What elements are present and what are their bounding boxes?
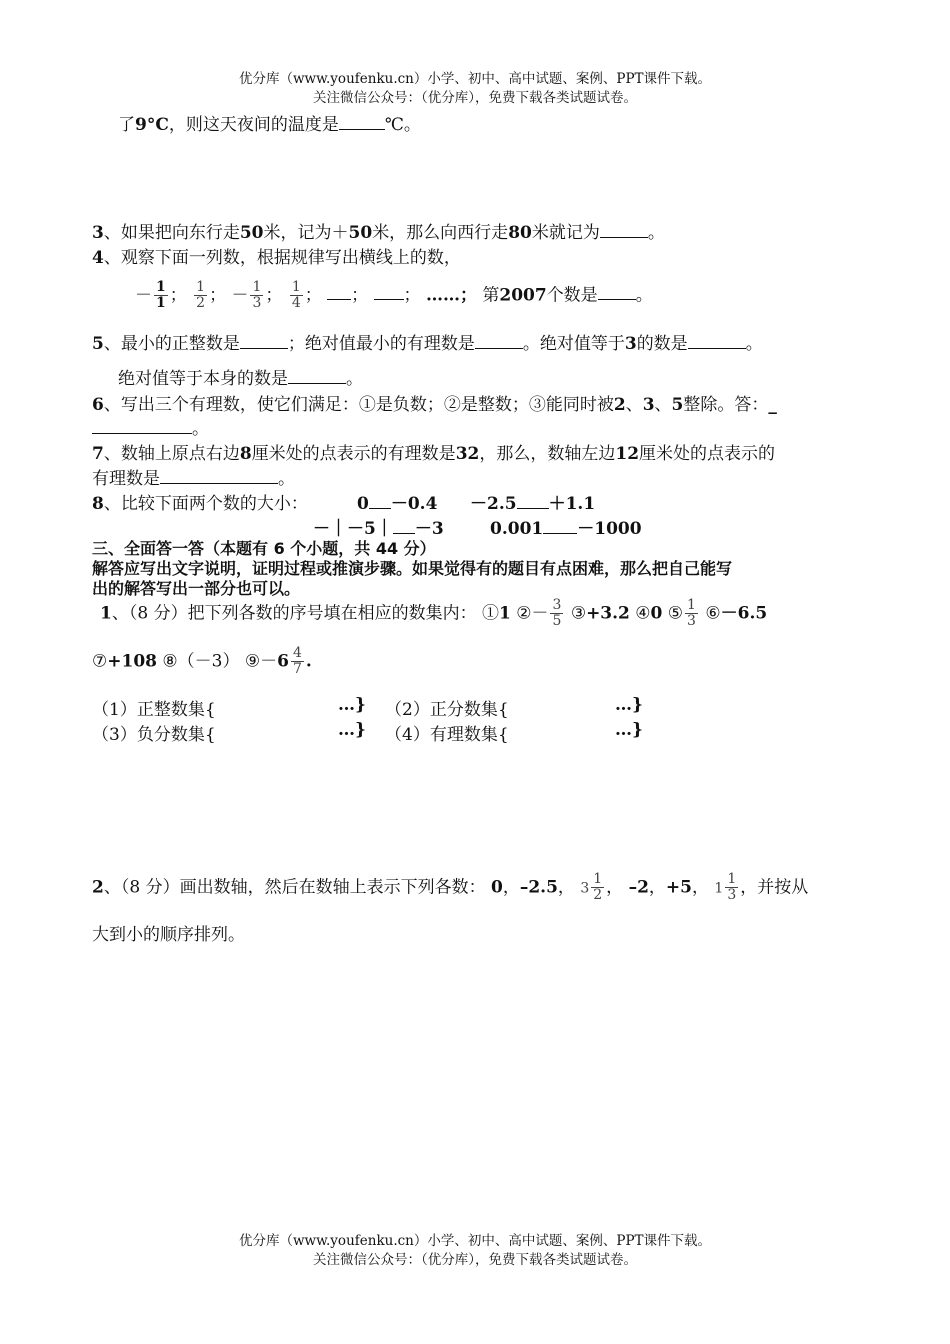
set-negative-fractions: （3）负分数集{ bbox=[92, 725, 216, 745]
question-6: 6、写出三个有理数，使它们满足：①是负数；②是整数；③能同时被2、3、5整除。答：_ bbox=[92, 395, 777, 415]
q8-compare-3: －｜－5｜ －3 bbox=[313, 519, 444, 539]
question-4: 4、观察下面一列数，根据规律写出横线上的数， bbox=[92, 248, 461, 268]
q8-compare-2: －2.5 ＋1.1 bbox=[470, 494, 596, 514]
q8-compare-1: 0 －0.4 bbox=[357, 494, 438, 514]
question-7-line-2: 有理数是 。 bbox=[92, 469, 295, 489]
question-6-line-2: 。 bbox=[92, 414, 209, 439]
header-line-2: 关注微信公众号：（优分库），免费下载各类试题试卷。 bbox=[313, 90, 637, 106]
set-2-close: …} bbox=[615, 695, 643, 715]
set-rational-numbers: （4）有理数集{ bbox=[385, 725, 509, 745]
problem-2-line-2: 大到小的顺序排列。 bbox=[92, 925, 245, 945]
problem-1-line-2: ⑦+108 ⑧（－3） ⑨－6 $\frac{4}{7}$ . bbox=[92, 645, 312, 678]
question-7: 7、数轴上原点右边8厘米处的点表示的有理数是32，那么，数轴左边12厘米处的点表示的 bbox=[92, 444, 776, 464]
q8-compare-4: 0.001 －1000 bbox=[490, 519, 642, 539]
problem-1: 1、（8 分）把下列各数的序号填在相应的数集内： ①1 ②－ $\frac{3}{5}$ ③+3.2 ④0 ⑤ $\frac{1}{3}$ ⑥－6.5 bbox=[100, 597, 768, 630]
section-3-instructions-1: 解答应写出文字说明，证明过程或推演步骤。如果觉得有的题目有点困难，那么把自己能写 bbox=[92, 559, 733, 578]
q2-line: 了9°C，则这天夜间的温度是 ℃。 bbox=[118, 115, 421, 135]
section-3-instructions-2: 出的解答写出一部分也可以。 bbox=[92, 579, 301, 598]
problem-2: 2、（8 分）画出数轴，然后在数轴上表示下列各数： 0，–2.5， 3 $\frac{1}{2}$ ， –2，+5， 1 $\frac{1}{3}$ ，并按从 bbox=[92, 871, 809, 904]
set-3-close: …} bbox=[338, 720, 366, 740]
question-8: 8、比较下面两个数的大小： bbox=[92, 494, 308, 514]
set-positive-fractions: （2）正分数集{ bbox=[385, 700, 509, 720]
q4-sequence: － $\frac{1}{1}$ ； $\frac{1}{2}$ ； － $\frac{1}{3}$ ； $\frac{1}{4}$ ； ； ； ……； 第2007个数是 。 bbox=[135, 279, 653, 312]
section-3-title: 三、全面答一答（本题有 6 个小题，共 44 分） bbox=[92, 539, 436, 558]
footer-line-2: 关注微信公众号：（优分库），免费下载各类试题试卷。 bbox=[313, 1252, 637, 1268]
set-4-close: …} bbox=[615, 720, 643, 740]
question-5: 5、最小的正整数是 ；绝对值最小的有理数是 。绝对值等于3的数是 。 bbox=[92, 334, 763, 354]
header-line-1: 优分库（www.youfenku.cn）小学、初中、高中试题、案例、PPT课件下载。 bbox=[238, 71, 712, 87]
question-3: 3、如果把向东行走50米，记为＋50米，那么向西行走80米就记为 。 bbox=[92, 223, 665, 243]
question-5-line-2: 绝对值等于本身的数是 。 bbox=[118, 369, 363, 389]
set-positive-integers: （1）正整数集{ bbox=[92, 700, 216, 720]
footer-line-1: 优分库（www.youfenku.cn）小学、初中、高中试题、案例、PPT课件下载。 bbox=[238, 1233, 712, 1249]
set-1-close: …} bbox=[338, 695, 366, 715]
